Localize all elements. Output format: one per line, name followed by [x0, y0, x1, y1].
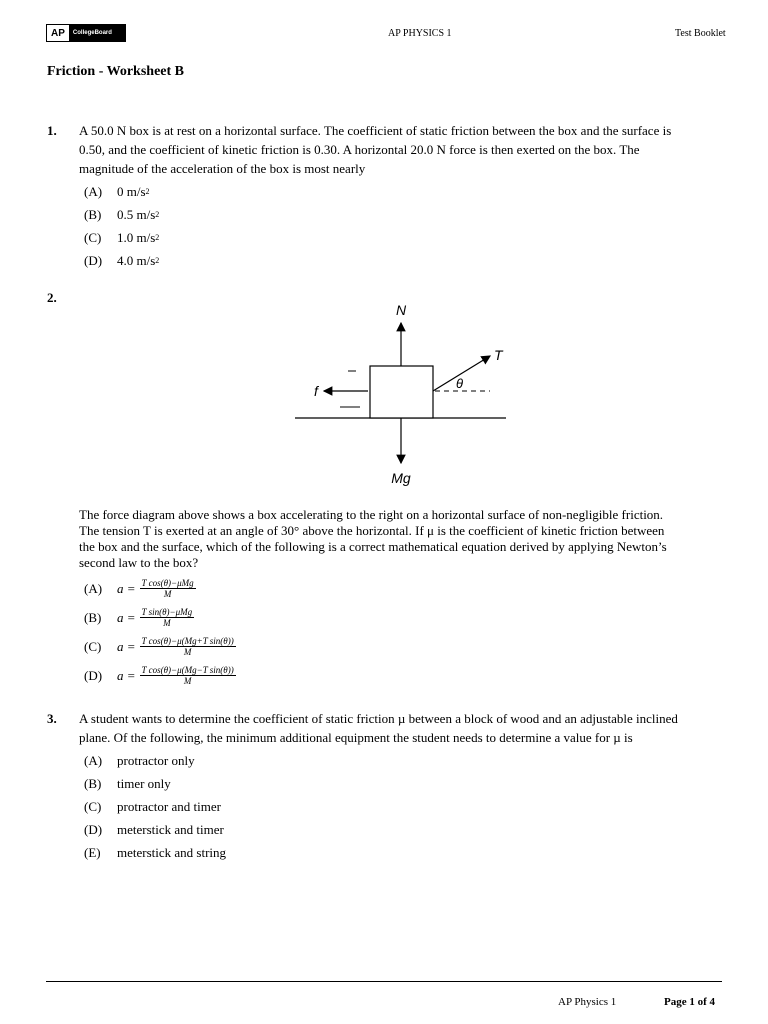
choice-sup: 2 [155, 233, 160, 242]
choice-text: 0 m/s [117, 183, 146, 199]
question-2-line: second law to the box? [79, 555, 199, 570]
choice-text: meterstick and string [117, 844, 227, 860]
tension-label: T [494, 347, 503, 363]
question-3-line: plane. Of the following, the minimum additional equipment the student needs to determine a value for µ is [79, 730, 633, 745]
question-1-number: 1. [47, 123, 57, 138]
formula-fraction [140, 578, 196, 599]
choice-label: (E) [84, 844, 101, 860]
formula-denominator: M [163, 618, 171, 628]
choice-label: (B) [84, 206, 102, 222]
choice-3b[interactable] [84, 772, 226, 795]
weight-label: Mg [391, 470, 411, 486]
question-2-line: the box and the surface, which of the following is a correct mathematical equation derived by applying Newton’s [79, 539, 667, 554]
choice-1c[interactable] [84, 226, 159, 249]
question-2-line: The tension T is exerted at an angle of 30° above the horizontal. If μ is the coefficient of kinetic friction between [79, 523, 665, 538]
choice-label: (A) [84, 752, 103, 768]
question-3-text [79, 709, 678, 747]
choice-formula [117, 636, 236, 657]
question-1-line: A 50.0 N box is at rest on a horizontal surface. The coefficient of static friction between the box and the surface is [79, 123, 672, 138]
angle-theta-label: θ [456, 376, 464, 391]
formula-lhs: a = [117, 580, 136, 596]
choice-3a[interactable] [84, 749, 226, 772]
question-3-number: 3. [47, 711, 57, 726]
choice-3d[interactable] [84, 818, 226, 841]
formula-lhs: a = [117, 667, 136, 683]
choice-text: protractor and timer [117, 798, 221, 814]
footer-divider [46, 981, 722, 982]
choice-text: 0.5 m/s [117, 206, 156, 222]
normal-force-label: N [395, 302, 407, 318]
question-1-text [79, 121, 671, 178]
choice-text: timer only [117, 775, 171, 791]
question-2-line: The force diagram above shows a box accelerating to the right on a horizontal surface of non-negligible friction. [79, 507, 664, 522]
formula-numerator: T cos(θ)−μ(Mg+T sin(θ)) [141, 636, 234, 646]
choice-sup: 2 [155, 210, 160, 219]
choice-3c[interactable] [84, 795, 226, 818]
choice-label: (D) [84, 252, 103, 268]
choice-1b[interactable] [84, 203, 159, 226]
choice-text: meterstick and timer [117, 821, 224, 837]
choice-label: (A) [84, 580, 103, 596]
choice-3e[interactable] [84, 841, 226, 864]
ap-collegeboard-logo [46, 24, 126, 42]
choice-label: (D) [84, 667, 103, 683]
choice-text: 1.0 m/s [117, 229, 156, 245]
header-booklet: Test Booklet [675, 28, 726, 39]
page-title: Friction - Worksheet B [47, 64, 185, 79]
formula-denominator: M [183, 676, 192, 686]
formula-numerator: T cos(θ)−μMg [141, 578, 194, 588]
choice-label: (B) [84, 609, 102, 625]
question-1-line: 0.50, and the coefficient of kinetic friction is 0.30. A horizontal 20.0 N force is then exerted on the box. The [79, 142, 640, 157]
choice-1a[interactable] [84, 180, 159, 203]
question-1-choices [84, 180, 159, 272]
header-course: AP PHYSICS 1 [388, 28, 452, 39]
choice-label: (C) [84, 638, 102, 654]
formula-lhs: a = [117, 638, 136, 654]
choice-2a[interactable] [84, 574, 236, 603]
footer-page-number: Page 1 of 4 [664, 996, 716, 1008]
box [370, 366, 433, 418]
choice-2b[interactable] [84, 603, 236, 632]
choice-label: (D) [84, 821, 103, 837]
choice-label: (C) [84, 229, 102, 245]
formula-fraction [140, 665, 236, 686]
question-2-choices [84, 574, 236, 690]
formula-numerator: T cos(θ)−μ(Mg−T sin(θ)) [141, 665, 234, 675]
choice-label: (A) [84, 183, 103, 199]
question-3-choices [84, 749, 226, 864]
formula-fraction [140, 636, 236, 657]
choice-formula [117, 578, 196, 599]
question-2-text [79, 505, 667, 572]
choice-sup: 2 [145, 187, 150, 196]
choice-1d[interactable] [84, 249, 159, 272]
formula-fraction [140, 607, 195, 628]
question-1-line: magnitude of the acceleration of the box is most nearly [79, 161, 366, 176]
formula-denominator: M [183, 647, 192, 657]
choice-text: 4.0 m/s [117, 252, 156, 268]
choice-2d[interactable] [84, 661, 236, 690]
formula-denominator: M [163, 589, 172, 599]
question-3-line: A student wants to determine the coefficient of static friction µ between a block of wood and an adjustable inclined [79, 711, 678, 726]
choice-formula [117, 607, 194, 628]
friction-label: f [314, 383, 318, 399]
choice-formula [117, 665, 236, 686]
choice-label: (C) [84, 798, 102, 814]
question-2-number: 2. [47, 290, 57, 305]
logo-collegeboard-text: CollegeBoard [69, 25, 125, 41]
choice-sup: 2 [155, 256, 160, 265]
choice-label: (B) [84, 775, 102, 791]
force-diagram [290, 295, 515, 495]
logo-ap-text: AP [47, 25, 69, 41]
formula-numerator: T sin(θ)−μMg [141, 607, 193, 617]
choice-2c[interactable] [84, 632, 236, 661]
choice-text: protractor only [117, 752, 195, 768]
footer-course: AP Physics 1 [558, 996, 617, 1008]
formula-lhs: a = [117, 609, 136, 625]
